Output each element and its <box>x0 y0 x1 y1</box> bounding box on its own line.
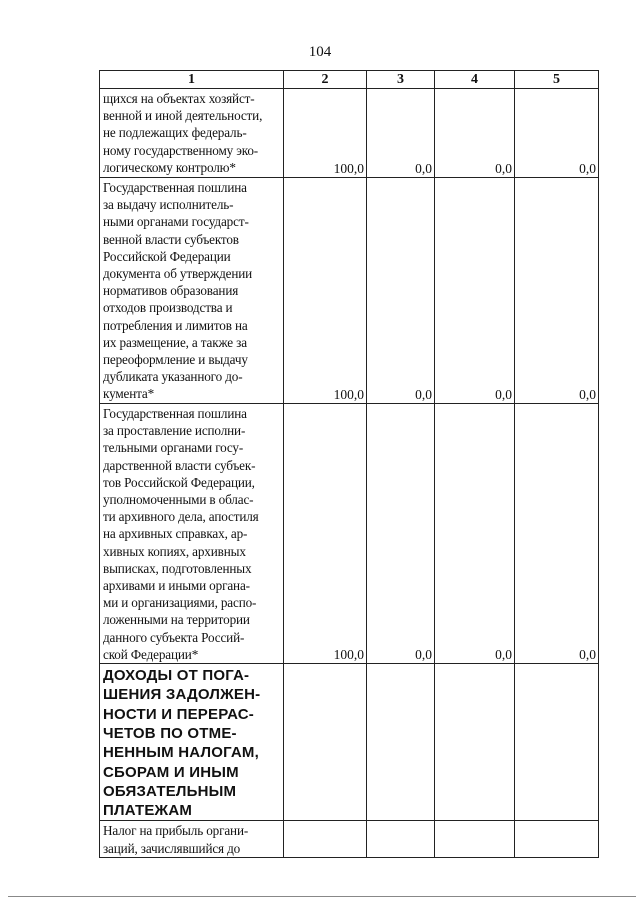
table-row <box>100 89 599 178</box>
value-cell: 0,0 <box>435 178 515 404</box>
value-cell <box>284 821 367 858</box>
row-description: Государственная пошлина за выдачу исполнитель- ными органами государст- венной власти субъектов Российской Федерации документа об утверждении нормативов образования отходов производства и потребления и лимитов на их размещение, а также за переоформление и выдачу дубликата указанного до- кумента* <box>100 178 284 404</box>
value-cell: 0,0 <box>435 89 515 178</box>
footer-rule <box>8 896 636 897</box>
page-number: 104 <box>308 44 332 60</box>
value-cell: 0,0 <box>435 404 515 664</box>
value-cell: 0,0 <box>367 178 435 404</box>
value-cell <box>435 664 515 821</box>
value-cell: 0,0 <box>515 178 599 404</box>
row-description: Налог на прибыль органи- заций, зачислявшийся до <box>100 821 284 858</box>
value-cell <box>515 664 599 821</box>
table-row <box>100 821 599 858</box>
value-cell: 100,0 <box>284 89 367 178</box>
section-heading-row <box>100 664 599 821</box>
value-cell <box>515 821 599 858</box>
column-header: 5 <box>515 71 599 89</box>
column-header: 1 <box>100 71 284 89</box>
value-cell: 100,0 <box>284 404 367 664</box>
table-row <box>100 178 599 404</box>
value-cell: 0,0 <box>367 89 435 178</box>
value-cell: 0,0 <box>515 89 599 178</box>
value-cell <box>367 664 435 821</box>
table-row <box>100 404 599 664</box>
row-description: Государственная пошлина за проставление исполни- тельными органами госу- дарственной власти субъек- тов Российской Федерации, уполномоченными в облас- ти архивного дела, апостиля на архивных справках, ар- хивных копиях, архивных выписках, подготовленных архивами и иными органа- ми и организациями, распо- ложенными на территории данного субъекта Россий- ской Федерации* <box>100 404 284 664</box>
header-row <box>100 71 599 89</box>
column-header: 4 <box>435 71 515 89</box>
row-description: щихся на объектах хозяйст- венной и иной деятельности, не подлежащих федераль- ному государственному эко- логическому контролю* <box>100 89 284 178</box>
value-cell <box>435 821 515 858</box>
value-cell: 0,0 <box>367 404 435 664</box>
column-header: 3 <box>367 71 435 89</box>
value-cell: 0,0 <box>515 404 599 664</box>
value-cell: 100,0 <box>284 178 367 404</box>
column-header: 2 <box>284 71 367 89</box>
value-cell <box>367 821 435 858</box>
fee-table <box>99 70 599 858</box>
value-cell <box>284 664 367 821</box>
section-heading: ДОХОДЫ ОТ ПОГА- ШЕНИЯ ЗАДОЛЖЕН- НОСТИ И ПЕРЕРАС- ЧЕТОВ ПО ОТМЕ- НЕННЫМ НАЛОГАМ, СБОРАМ И ИНЫМ ОБЯЗАТЕЛЬНЫМ ПЛАТЕЖАМ <box>100 664 284 821</box>
